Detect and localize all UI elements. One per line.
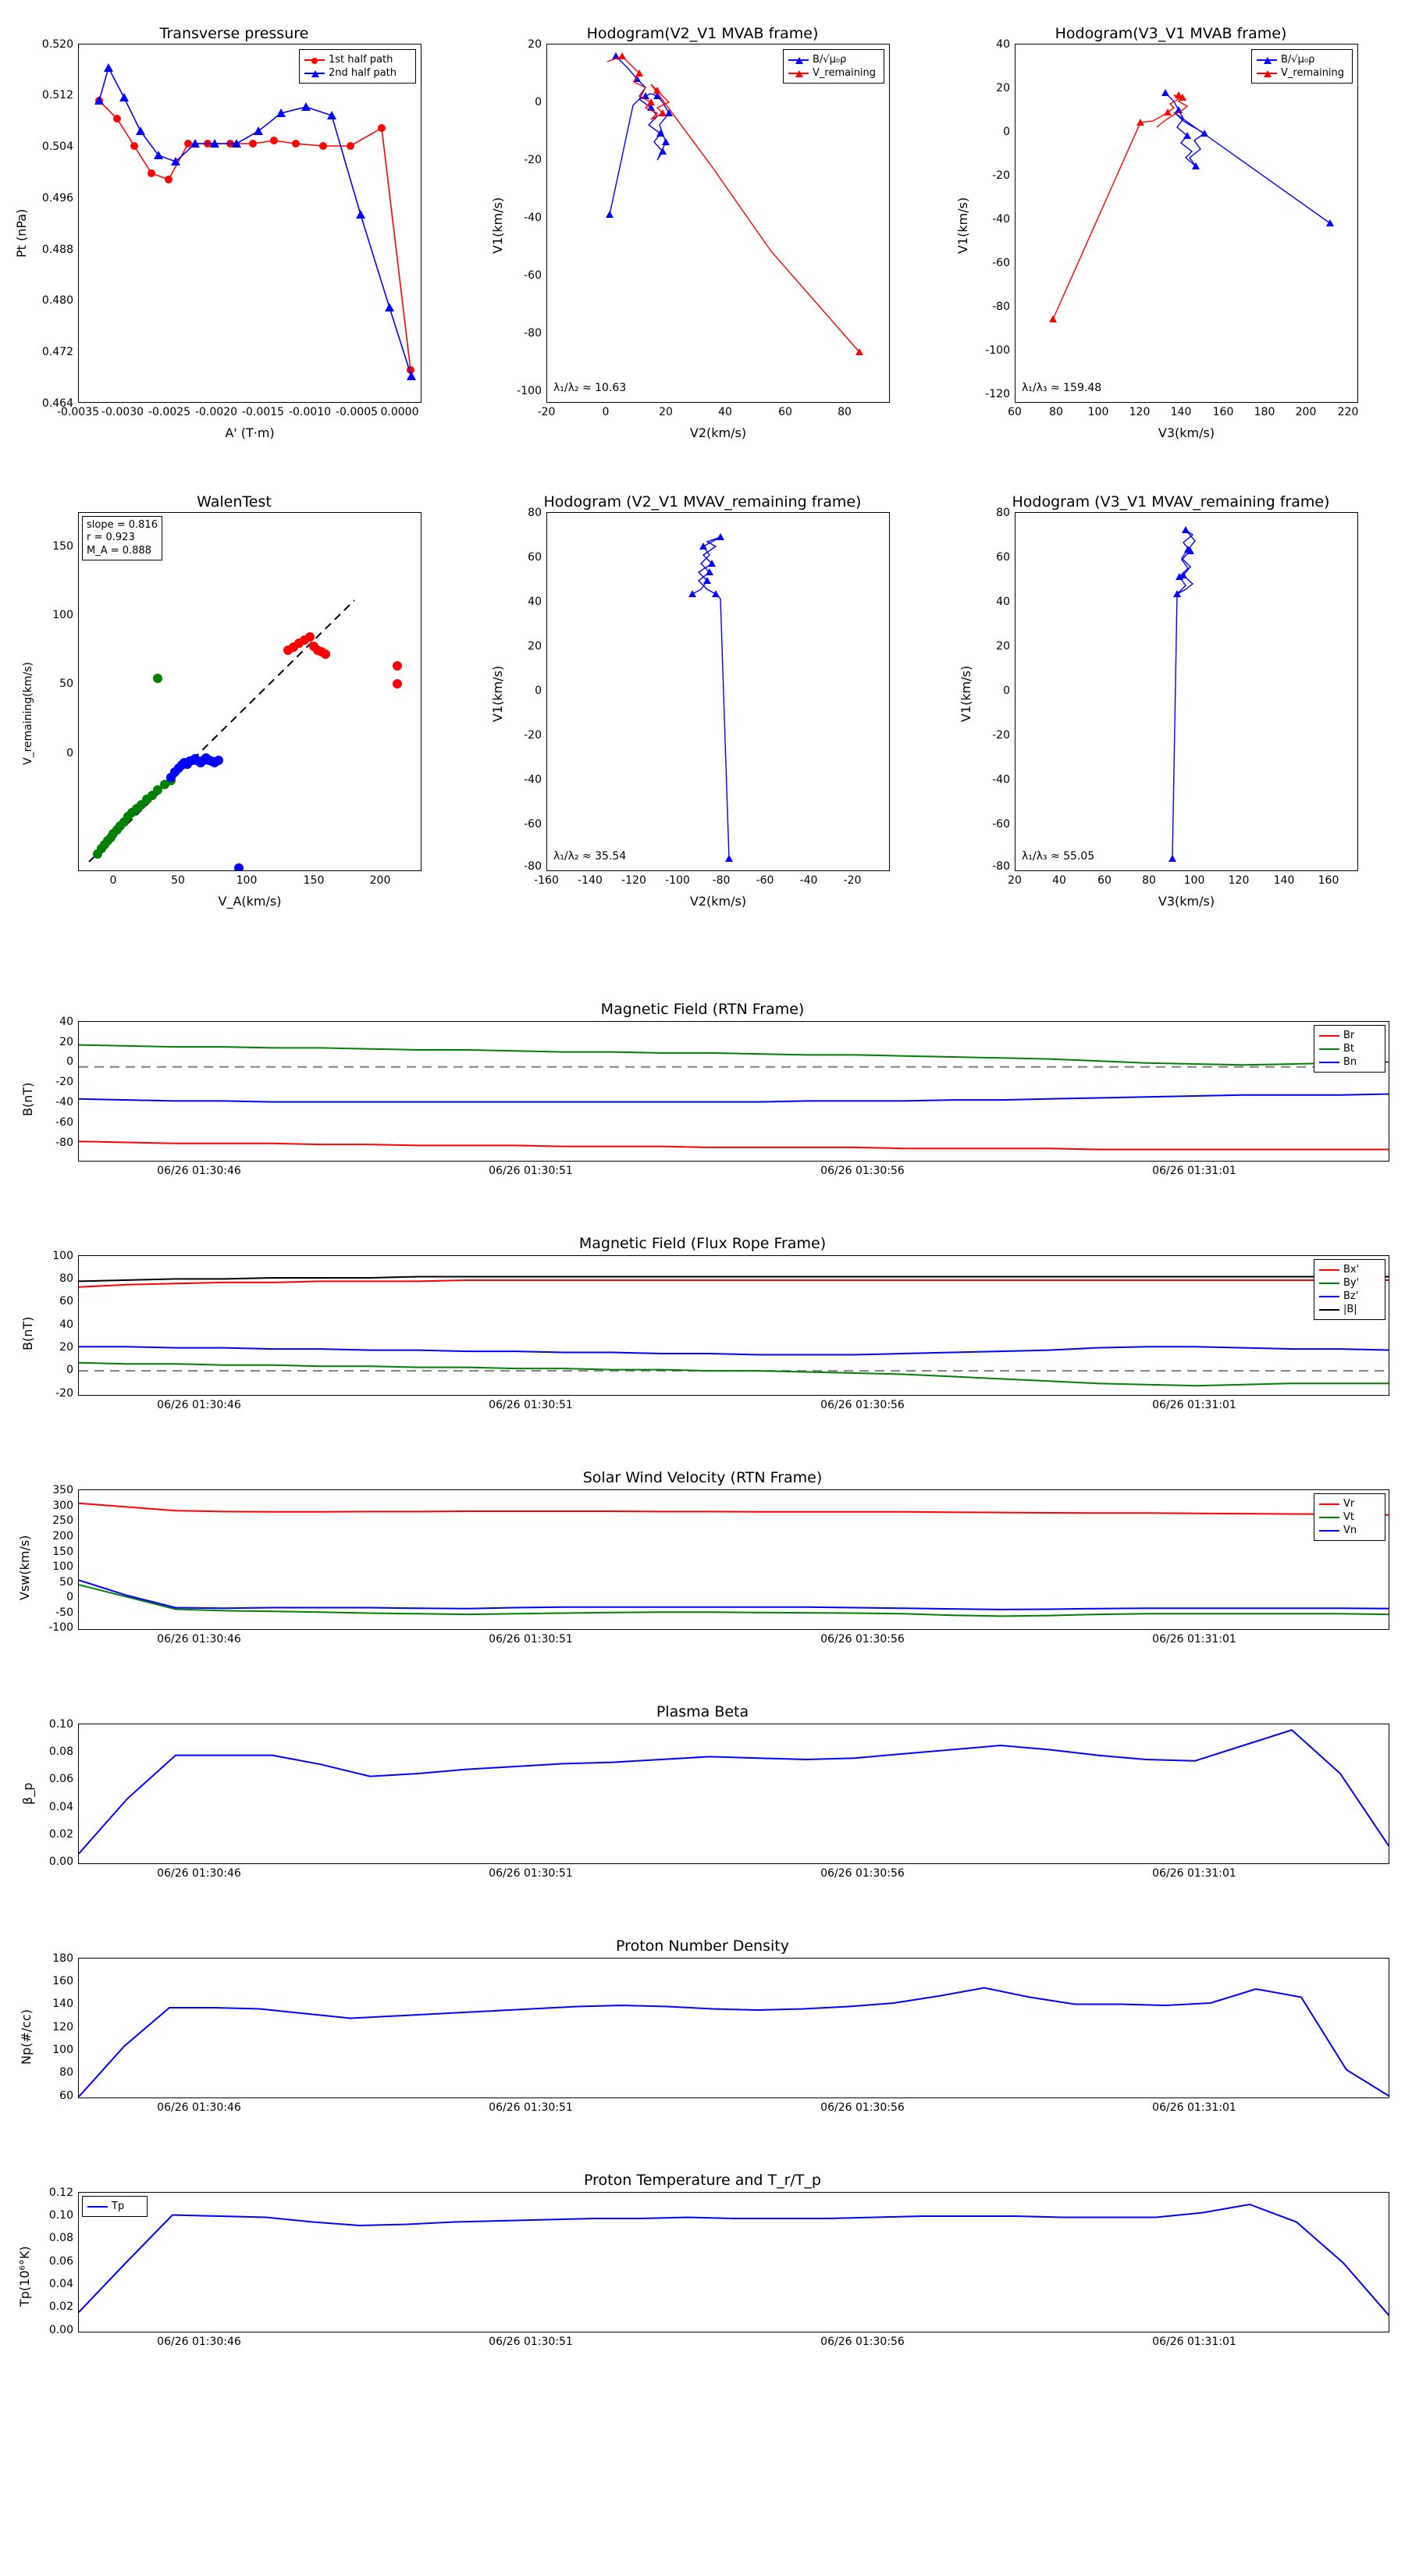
y-axis-label: V1(km/s) bbox=[959, 665, 973, 722]
legend-label: Br bbox=[1343, 1030, 1355, 1041]
legend-label: Bx' bbox=[1343, 1264, 1360, 1276]
legend-swatch-red bbox=[788, 73, 809, 74]
x-tick: 06/26 01:30:56 bbox=[820, 1633, 905, 1646]
legend-label: 2nd half path bbox=[329, 67, 397, 79]
x-tick: 50 bbox=[171, 874, 185, 887]
y-tick: -100 bbox=[48, 1621, 73, 1634]
plot-area bbox=[78, 1255, 1389, 1396]
x-tick: 60 bbox=[778, 406, 792, 418]
x-tick: 06/26 01:30:56 bbox=[820, 2336, 905, 2348]
plasma-beta-svg bbox=[79, 1724, 1389, 1864]
legend-label: Tp bbox=[112, 2201, 125, 2212]
x-tick: -20 bbox=[843, 874, 862, 887]
x-tick: 06/26 01:30:46 bbox=[157, 1399, 241, 1411]
x-tick: 40 bbox=[1052, 874, 1066, 887]
y-axis-label: V1(km/s) bbox=[490, 197, 505, 254]
x-tick: 0 bbox=[602, 406, 610, 418]
x-tick: 06/26 01:30:51 bbox=[489, 2101, 573, 2114]
x-tick: 06/26 01:30:46 bbox=[157, 2336, 241, 2348]
y-tick: -20 bbox=[992, 169, 1010, 182]
correlation-value: r = 0.923 bbox=[87, 532, 135, 544]
x-tick: -80 bbox=[712, 874, 731, 887]
legend-item bbox=[87, 2200, 142, 2213]
eigenvalue-ratio-annotation: λ₁/λ₃ ≈ 159.48 bbox=[1022, 382, 1102, 394]
y-axis-label: V1(km/s) bbox=[490, 665, 505, 722]
y-tick: 40 bbox=[59, 1318, 73, 1331]
y-axis-label: Vsw(km/s) bbox=[17, 1535, 32, 1600]
legend-item bbox=[1319, 1510, 1380, 1524]
legend-swatch-bt bbox=[1319, 1048, 1339, 1050]
y-tick: 250 bbox=[52, 1514, 73, 1527]
x-tick: -160 bbox=[534, 874, 559, 887]
panel-plasma-beta bbox=[0, 1670, 1405, 1897]
x-tick: 06/26 01:31:01 bbox=[1152, 2336, 1236, 2348]
magnetic-field-rtn-svg bbox=[79, 1022, 1389, 1162]
y-tick: 100 bbox=[52, 1560, 73, 1573]
y-tick: 0.04 bbox=[48, 1801, 73, 1813]
y-tick: 150 bbox=[52, 540, 73, 553]
y-tick: 0.512 bbox=[41, 89, 73, 101]
panel-hodogram-v3v1-mvav bbox=[937, 468, 1405, 921]
legend-label: B/√μ₀ρ bbox=[813, 54, 847, 66]
y-tick: -60 bbox=[524, 269, 542, 282]
x-tick: 100 bbox=[1087, 406, 1109, 418]
panel-magnetic-field-flux-rope bbox=[0, 1202, 1405, 1429]
x-tick: -0.0035 bbox=[56, 406, 100, 418]
x-tick: 200 bbox=[369, 874, 391, 887]
panel-title: Magnetic Field (RTN Frame) bbox=[600, 1001, 805, 1018]
y-tick: 50 bbox=[59, 1576, 73, 1589]
y-tick: 160 bbox=[52, 1975, 73, 1987]
y-tick: 40 bbox=[59, 1016, 73, 1028]
y-tick: -40 bbox=[55, 1096, 73, 1108]
y-tick: 60 bbox=[996, 551, 1010, 564]
legend-swatch-bx bbox=[1319, 1269, 1339, 1271]
x-tick: 06/26 01:30:46 bbox=[157, 2101, 241, 2114]
x-axis-label: V2(km/s) bbox=[689, 425, 747, 440]
proton-number-density-svg bbox=[79, 1959, 1389, 2098]
y-tick: 350 bbox=[52, 1484, 73, 1496]
plot-area bbox=[78, 1958, 1389, 2098]
y-tick: -80 bbox=[992, 860, 1010, 873]
plot-area bbox=[78, 1021, 1389, 1162]
x-tick: 120 bbox=[1228, 874, 1250, 887]
x-tick: 06/26 01:30:56 bbox=[820, 1165, 905, 1177]
legend-item bbox=[304, 66, 411, 80]
y-tick: -100 bbox=[517, 385, 542, 397]
y-tick: -20 bbox=[524, 154, 542, 166]
y-tick: 20 bbox=[528, 640, 542, 653]
plot-area bbox=[78, 44, 422, 403]
y-tick: 40 bbox=[996, 38, 1010, 51]
y-tick: 0.04 bbox=[48, 2278, 73, 2290]
y-tick: 60 bbox=[59, 1295, 73, 1308]
y-tick: -20 bbox=[992, 729, 1010, 742]
x-tick: 06/26 01:30:46 bbox=[157, 1633, 241, 1646]
y-tick: 0.08 bbox=[48, 1745, 73, 1758]
x-axis-label: A' (T·m) bbox=[225, 425, 275, 440]
panel-solar-wind-velocity-rtn bbox=[0, 1436, 1405, 1663]
y-tick: -120 bbox=[985, 388, 1010, 400]
hodogram-v2v1-mvav-svg bbox=[547, 513, 890, 871]
y-tick: -60 bbox=[992, 818, 1010, 831]
legend-item bbox=[1319, 1497, 1380, 1510]
y-tick: -40 bbox=[524, 212, 542, 224]
legend-label: Vr bbox=[1343, 1498, 1355, 1510]
y-tick: -80 bbox=[524, 860, 542, 873]
panel-hodogram-v3v1-mvab bbox=[937, 0, 1405, 453]
plot-area bbox=[546, 44, 890, 403]
x-tick: 140 bbox=[1273, 874, 1295, 887]
walen-test-svg bbox=[79, 513, 422, 871]
y-tick: 0 bbox=[66, 1364, 73, 1376]
legend-swatch-vt bbox=[1319, 1517, 1339, 1518]
y-tick: 300 bbox=[52, 1500, 73, 1512]
x-tick: -0.0015 bbox=[241, 406, 285, 418]
legend-swatch-by bbox=[1319, 1283, 1339, 1284]
x-tick: -0.0010 bbox=[288, 406, 332, 418]
x-tick: 80 bbox=[838, 406, 852, 418]
y-tick: 0.472 bbox=[41, 346, 73, 358]
x-tick: 06/26 01:30:46 bbox=[157, 1165, 241, 1177]
y-axis-label: Np(#/cc) bbox=[19, 2009, 34, 2065]
legend-swatch-vn bbox=[1319, 1530, 1339, 1532]
panel-title: Plasma Beta bbox=[656, 1703, 749, 1720]
panel-title: Transverse pressure bbox=[159, 25, 309, 42]
legend bbox=[1251, 49, 1353, 84]
x-tick: 180 bbox=[1254, 406, 1275, 418]
panel-walen-test bbox=[0, 468, 468, 921]
y-tick: 80 bbox=[59, 1272, 73, 1285]
panel-title: Solar Wind Velocity (RTN Frame) bbox=[582, 1469, 823, 1486]
x-tick: -40 bbox=[799, 874, 818, 887]
legend-item bbox=[1319, 1029, 1380, 1042]
plot-area bbox=[1015, 512, 1358, 871]
y-tick: 180 bbox=[52, 1952, 73, 1965]
x-tick: -0.0030 bbox=[101, 406, 144, 418]
legend bbox=[1314, 1493, 1385, 1541]
y-tick: 100 bbox=[52, 1250, 73, 1262]
y-tick: 0.10 bbox=[48, 1718, 73, 1731]
legend-label: By' bbox=[1343, 1277, 1360, 1289]
y-tick: 0 bbox=[535, 96, 542, 109]
legend-label: V_remaining bbox=[1281, 67, 1345, 79]
y-tick: -80 bbox=[55, 1137, 73, 1149]
legend-label: Vt bbox=[1343, 1511, 1354, 1523]
y-tick: 0.02 bbox=[48, 1828, 73, 1841]
y-axis-label: Pt (nPa) bbox=[14, 208, 29, 258]
panel-title: Hodogram(V3_V1 MVAB frame) bbox=[1055, 25, 1287, 42]
y-axis-label: B(nT) bbox=[20, 1082, 35, 1116]
y-tick: -60 bbox=[992, 257, 1010, 269]
x-axis-label: V3(km/s) bbox=[1158, 425, 1215, 440]
x-tick: -100 bbox=[665, 874, 690, 887]
y-tick: 0.496 bbox=[41, 192, 73, 205]
y-tick: 60 bbox=[59, 2090, 73, 2102]
x-tick: 100 bbox=[1183, 874, 1205, 887]
legend-swatch-blue bbox=[304, 73, 325, 74]
y-tick: 0 bbox=[535, 685, 542, 697]
y-tick: 0.06 bbox=[48, 1773, 73, 1785]
legend-swatch-br bbox=[1319, 1035, 1339, 1037]
plot-area bbox=[78, 1489, 1389, 1630]
legend-swatch-tp bbox=[87, 2206, 108, 2208]
panel-proton-temperature bbox=[0, 2139, 1405, 2365]
x-axis-label: V3(km/s) bbox=[1158, 894, 1215, 909]
alfven-mach-value: M_A = 0.888 bbox=[87, 544, 151, 557]
y-tick: -50 bbox=[55, 1606, 73, 1619]
legend-label: Bn bbox=[1343, 1056, 1357, 1068]
solar-wind-velocity-rtn-svg bbox=[79, 1490, 1389, 1630]
y-tick: 80 bbox=[528, 507, 542, 519]
x-tick: 06/26 01:30:56 bbox=[820, 1867, 905, 1880]
panel-title: Magnetic Field (Flux Rope Frame) bbox=[578, 1235, 827, 1252]
legend-label: Vn bbox=[1343, 1525, 1357, 1536]
legend-item bbox=[1257, 53, 1347, 66]
x-tick: 80 bbox=[1142, 874, 1156, 887]
y-tick: 20 bbox=[528, 38, 542, 51]
y-tick: 80 bbox=[59, 2066, 73, 2079]
x-tick: 06/26 01:30:51 bbox=[489, 2336, 573, 2348]
y-tick: 0.464 bbox=[41, 397, 73, 410]
eigenvalue-ratio-annotation: λ₁/λ₂ ≈ 10.63 bbox=[553, 382, 627, 394]
x-tick: 06/26 01:30:51 bbox=[489, 1867, 573, 1880]
x-tick: -120 bbox=[621, 874, 646, 887]
y-tick: 0.12 bbox=[48, 2186, 73, 2199]
legend-label: |B| bbox=[1343, 1304, 1357, 1315]
legend-swatch-blue bbox=[1257, 59, 1277, 61]
legend-item bbox=[788, 66, 879, 80]
y-tick: 40 bbox=[528, 596, 542, 608]
y-axis-label: V1(km/s) bbox=[955, 197, 970, 254]
y-tick: -40 bbox=[992, 774, 1010, 786]
legend-label: Bz' bbox=[1343, 1290, 1359, 1302]
y-tick: 200 bbox=[52, 1530, 73, 1542]
x-tick: -0.0005 bbox=[335, 406, 379, 418]
legend-item bbox=[1319, 1055, 1380, 1069]
panel-title: Proton Temperature and T_r/T_p bbox=[584, 2172, 821, 2189]
plot-area bbox=[1015, 44, 1358, 403]
y-tick: 0.08 bbox=[48, 2232, 73, 2244]
plot-area bbox=[78, 512, 422, 871]
x-tick: 160 bbox=[1318, 874, 1339, 887]
legend-item bbox=[1257, 66, 1347, 80]
legend bbox=[1314, 1025, 1385, 1073]
panel-title: Hodogram (V2_V1 MVAV_remaining frame) bbox=[543, 493, 862, 511]
y-tick: -60 bbox=[55, 1116, 73, 1129]
x-tick: 06/26 01:31:01 bbox=[1152, 1165, 1236, 1177]
fit-statistics-box bbox=[82, 516, 162, 560]
y-tick: 50 bbox=[59, 678, 73, 690]
panel-title: WalenTest bbox=[197, 493, 272, 511]
legend-label: V_remaining bbox=[813, 67, 877, 79]
y-tick: 0 bbox=[1003, 126, 1010, 138]
y-tick: -40 bbox=[992, 213, 1010, 226]
y-tick: 60 bbox=[528, 551, 542, 564]
y-tick: -80 bbox=[524, 327, 542, 340]
x-tick: 06/26 01:30:46 bbox=[157, 1867, 241, 1880]
y-tick: 80 bbox=[996, 507, 1010, 519]
y-tick: -100 bbox=[985, 344, 1010, 357]
legend-swatch-red bbox=[1257, 73, 1277, 74]
y-tick: 20 bbox=[59, 1036, 73, 1048]
y-tick: 0.488 bbox=[41, 244, 73, 256]
x-tick: 100 bbox=[236, 874, 258, 887]
legend-label: B/√μ₀ρ bbox=[1281, 54, 1315, 66]
x-axis-label: V2(km/s) bbox=[689, 894, 747, 909]
legend-item bbox=[1319, 1524, 1380, 1537]
y-tick: 100 bbox=[52, 2044, 73, 2056]
proton-temperature-svg bbox=[79, 2193, 1389, 2332]
y-tick: 20 bbox=[996, 640, 1010, 653]
panel-hodogram-v2v1-mvav bbox=[468, 468, 937, 921]
legend-swatch-bz bbox=[1319, 1296, 1339, 1297]
legend-swatch-bn bbox=[1319, 1062, 1339, 1063]
y-tick: 0 bbox=[66, 1055, 73, 1068]
x-tick: 80 bbox=[1049, 406, 1063, 418]
y-tick: 0.520 bbox=[41, 38, 73, 51]
legend-item bbox=[788, 53, 879, 66]
x-tick: -20 bbox=[537, 406, 556, 418]
x-tick: 0 bbox=[109, 874, 117, 887]
x-axis-label: V_A(km/s) bbox=[218, 894, 282, 909]
x-tick: 06/26 01:30:56 bbox=[820, 2101, 905, 2114]
legend-swatch-babs bbox=[1319, 1309, 1339, 1311]
x-tick: 0.0000 bbox=[380, 406, 419, 418]
x-tick: -0.0020 bbox=[194, 406, 238, 418]
eigenvalue-ratio-annotation: λ₁/λ₂ ≈ 35.54 bbox=[553, 850, 627, 863]
legend-item bbox=[304, 53, 411, 66]
y-tick: 20 bbox=[996, 82, 1010, 94]
legend-item bbox=[1319, 1276, 1380, 1290]
x-tick: 160 bbox=[1212, 406, 1234, 418]
y-tick: -40 bbox=[524, 774, 542, 786]
y-tick: -20 bbox=[524, 729, 542, 742]
x-tick: 60 bbox=[1097, 874, 1112, 887]
y-tick: 0.504 bbox=[41, 141, 73, 153]
plot-area bbox=[78, 2192, 1389, 2332]
panel-title: Hodogram (V3_V1 MVAV_remaining frame) bbox=[1012, 493, 1330, 511]
hodogram-v3v1-mvav-svg bbox=[1016, 513, 1358, 871]
x-tick: 06/26 01:30:51 bbox=[489, 1633, 573, 1646]
slope-value: slope = 0.816 bbox=[87, 519, 158, 531]
panel-magnetic-field-rtn bbox=[0, 968, 1405, 1194]
transverse-pressure-svg bbox=[79, 44, 422, 403]
hodogram-v2v1-mvab-svg bbox=[547, 44, 890, 403]
panel-transverse-pressure bbox=[0, 0, 468, 453]
x-tick: 140 bbox=[1170, 406, 1192, 418]
magnetic-field-flux-rope-svg bbox=[79, 1256, 1389, 1396]
y-tick: 0.02 bbox=[48, 2300, 73, 2313]
legend bbox=[82, 2196, 148, 2217]
y-tick: 40 bbox=[996, 596, 1010, 608]
x-tick: 20 bbox=[659, 406, 673, 418]
legend-item bbox=[1319, 1303, 1380, 1316]
y-tick: -20 bbox=[55, 1387, 73, 1400]
legend-swatch-blue bbox=[788, 59, 809, 61]
legend-item bbox=[1319, 1290, 1380, 1303]
y-tick: 0.00 bbox=[48, 2324, 73, 2336]
y-axis-label: β_p bbox=[20, 1782, 35, 1805]
x-tick: 06/26 01:30:51 bbox=[489, 1165, 573, 1177]
x-tick: 06/26 01:30:56 bbox=[820, 1399, 905, 1411]
x-tick: 06/26 01:31:01 bbox=[1152, 1867, 1236, 1880]
plot-area bbox=[78, 1724, 1389, 1864]
y-tick: -20 bbox=[55, 1076, 73, 1088]
y-tick: 100 bbox=[52, 609, 73, 621]
panel-title: Proton Number Density bbox=[616, 1937, 789, 1955]
y-tick: 0.480 bbox=[41, 294, 73, 307]
legend-item bbox=[1319, 1263, 1380, 1276]
y-tick: -60 bbox=[524, 818, 542, 831]
y-tick: 120 bbox=[52, 2021, 73, 2033]
y-tick: -80 bbox=[992, 301, 1010, 313]
x-tick: -0.0025 bbox=[148, 406, 191, 418]
x-tick: 06/26 01:30:51 bbox=[489, 1399, 573, 1411]
x-tick: 20 bbox=[1008, 874, 1022, 887]
panel-proton-number-density bbox=[0, 1905, 1405, 2131]
x-tick: 06/26 01:31:01 bbox=[1152, 2101, 1236, 2114]
legend bbox=[299, 49, 416, 84]
x-tick: 150 bbox=[303, 874, 325, 887]
legend-swatch-vr bbox=[1319, 1503, 1339, 1505]
x-tick: 06/26 01:31:01 bbox=[1152, 1633, 1236, 1646]
y-axis-label: B(nT) bbox=[20, 1316, 35, 1350]
legend-label: Bt bbox=[1343, 1043, 1355, 1055]
hodogram-v3v1-mvab-svg bbox=[1016, 44, 1358, 403]
x-tick: -140 bbox=[578, 874, 603, 887]
x-tick: -60 bbox=[756, 874, 774, 887]
x-tick: 120 bbox=[1129, 406, 1151, 418]
eigenvalue-ratio-annotation: λ₁/λ₃ ≈ 55.05 bbox=[1022, 850, 1095, 863]
x-tick: 200 bbox=[1295, 406, 1317, 418]
panel-hodogram-v2v1-mvab bbox=[468, 0, 937, 453]
y-tick: 0.06 bbox=[48, 2255, 73, 2268]
x-tick: 220 bbox=[1337, 406, 1359, 418]
y-axis-label: V_remaining(km/s) bbox=[22, 662, 34, 765]
y-axis-label: Tp(10⁶°K) bbox=[17, 2246, 32, 2307]
y-tick: 0 bbox=[66, 747, 73, 760]
y-tick: 140 bbox=[52, 1998, 73, 2010]
y-tick: 0.00 bbox=[48, 1856, 73, 1868]
legend-swatch-red bbox=[304, 59, 325, 61]
legend bbox=[783, 49, 884, 84]
legend-label: 1st half path bbox=[329, 54, 393, 66]
y-tick: 0 bbox=[1003, 685, 1010, 697]
x-tick: 60 bbox=[1008, 406, 1022, 418]
x-tick: 40 bbox=[718, 406, 732, 418]
plot-area bbox=[546, 512, 890, 871]
y-tick: 20 bbox=[59, 1341, 73, 1354]
panel-title: Hodogram(V2_V1 MVAB frame) bbox=[586, 25, 819, 42]
y-tick: 150 bbox=[52, 1546, 73, 1558]
x-tick: 06/26 01:31:01 bbox=[1152, 1399, 1236, 1411]
y-tick: 0 bbox=[66, 1591, 73, 1603]
y-tick: 0.10 bbox=[48, 2209, 73, 2222]
legend bbox=[1314, 1259, 1385, 1320]
legend-item bbox=[1319, 1042, 1380, 1055]
